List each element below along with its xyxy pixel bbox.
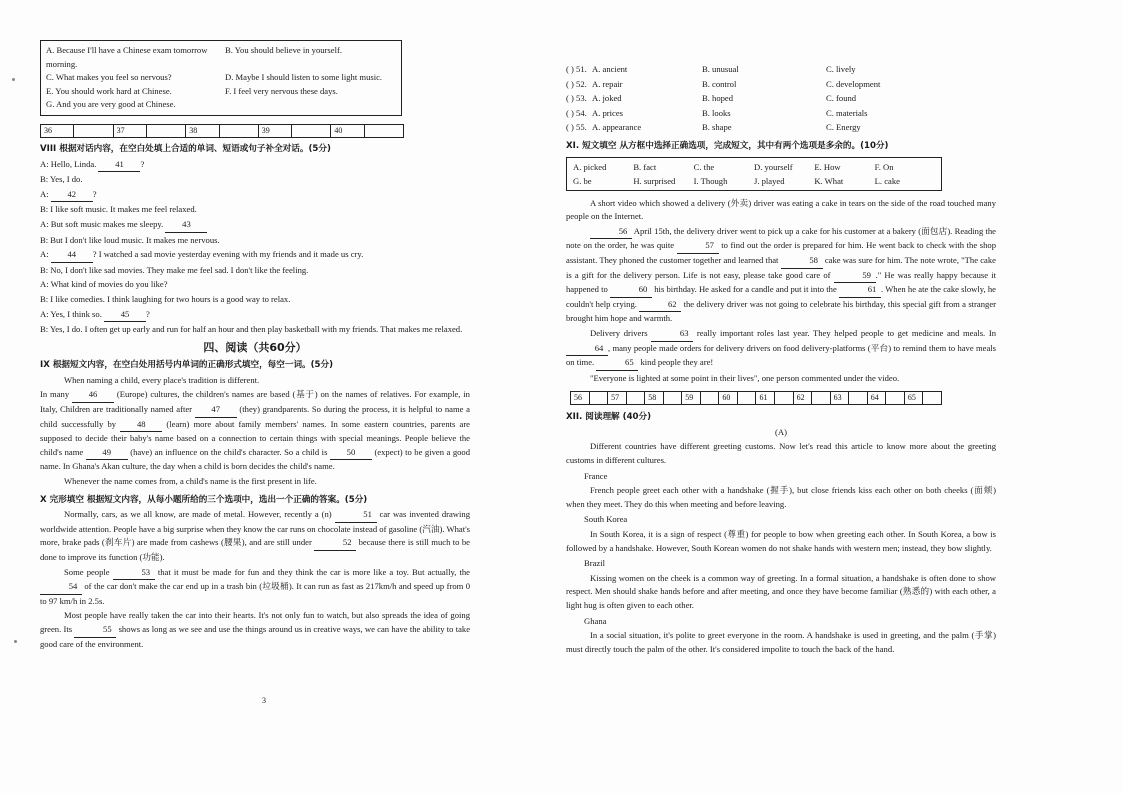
blank-47: 47 — [195, 403, 237, 418]
word-option: C. the — [693, 161, 715, 172]
answer-row-56-65 — [570, 391, 942, 405]
options-grid — [46, 44, 396, 112]
answer-cell-38 — [220, 125, 259, 137]
blank-46: 46 — [72, 388, 114, 403]
section10-paragraph-1: Normally, cars, as we all know, are made of metal. However, recently a (n) 51 car was invented drawing worldwide attention. People have a big surprise when they know the car runs on chocolate instead of gasoline (汽油). What's more, brake pads (刹车片) are made from cashews (腰果), and are still under 52 because there is still much to be done to improve its function (功能). — [40, 509, 470, 562]
mc-option-c: C. lively — [826, 64, 856, 74]
country-name: Brazil — [584, 558, 605, 569]
country-name: South Korea — [584, 514, 628, 525]
country-name: Ghana — [584, 615, 607, 626]
answer-cell-56 — [590, 392, 609, 404]
dialogue-line: B: No, I don't like sad movies. They make me feel sad. I don't like the feeling. — [40, 264, 309, 275]
mc-option-b: B. unusual — [702, 64, 739, 74]
option-E: E. You should work hard at Chinese. — [46, 85, 172, 96]
word-option: B. fact — [633, 161, 657, 172]
word-option: D. yourself — [753, 161, 793, 172]
answer-label-61: 61 — [756, 392, 775, 404]
mc-option-b: B. control — [702, 78, 737, 89]
option-B: B. You should believe in yourself. — [225, 45, 342, 55]
answer-cell-58 — [664, 392, 683, 404]
dialogue-line: B: I like comedies. I think laughing for two hours is a good way to relax. — [40, 293, 291, 304]
mc-number: ( ) 51. — [566, 64, 587, 74]
mc-option-c: C. materials — [826, 107, 868, 118]
section11-heading: XI. 短文填空 从方框中选择正确选项，完成短文，其中有两个选项是多余的。(10分) — [566, 140, 889, 151]
section8-dialogue — [40, 158, 470, 337]
mc-number: ( ) 55. — [566, 122, 587, 133]
blank-64: 64 — [566, 342, 608, 357]
section10-heading: X 完形填空 根据短文内容，从每小题所给的三个选项中，选出一个正确的答案。(5分) — [40, 494, 368, 505]
answer-cell-57 — [627, 392, 646, 404]
answer-cell-40 — [365, 125, 403, 137]
answer-cell-61 — [775, 392, 794, 404]
mc-question-row — [566, 78, 996, 92]
word-option: I. Though — [693, 175, 728, 186]
answer-label-39: 39 — [259, 125, 292, 137]
dialogue-line: A: What kind of movies do you like? — [40, 279, 168, 290]
answer-label-59: 59 — [682, 392, 701, 404]
mc-option-c: C. found — [826, 93, 857, 104]
section12-part-label: (A) — [775, 426, 787, 437]
answer-label-40: 40 — [331, 125, 364, 137]
mc-number: ( ) 52. — [566, 78, 587, 89]
mc-option-a: A. repair — [592, 78, 623, 89]
answer-cell-60 — [738, 392, 757, 404]
section8-heading: VIII 根据对话内容，在空白处填上合适的单词、短语或句子补全对话。(5分) — [40, 143, 331, 154]
blank-56: 56 — [590, 225, 632, 240]
section9-outro: Whenever the name comes from, a child's name is the first present in life. — [64, 476, 317, 487]
answer-cell-59 — [701, 392, 720, 404]
option-C: C. What makes you feel so nervous? — [46, 72, 172, 83]
blank-44: 44 — [51, 248, 93, 263]
answer-label-56: 56 — [571, 392, 590, 404]
section9-heading: IX 根据短文内容，在空白处用括号内单词的正确形式填空，每空一词。(5分) — [40, 360, 334, 371]
dialogue-line: A: Hello, Linda. 41 ? — [40, 158, 470, 173]
section11-paragraph-2: 56 April 15th, the delivery driver went to pick up a cake for his customer at a bakery (面包店). Reading the note on the order, he was quite 57 to find out the order is prepared for him. He went back to check with the shop assistant. They phoned the customer together and learned that 58 cake was sure for him. The note wrote, "The cake is a gift for the delivery person. Life is not easy, please take good care of 59 ." He was really happy because it happened to 60 his birthday. He asked for a candle and put it into the 61 . When he ate the cake slowly, he couldn't help crying. 62 the delivery driver was not going to celebrate his birthday, this special gift from a stranger brought him hope and warmth. — [566, 225, 997, 324]
blank-51: 51 — [335, 508, 377, 523]
section11-paragraph-3: Delivery drivers 63 really important roles last year. They helped people to get medicine and meals. In 64 , many people made orders for delivery drivers on food delivery-platforms (平台) to remind them to have meals on time. 65 kind people they are! — [566, 327, 996, 371]
section10-paragraph-3: Most people have really taken the car into their hearts. It's not only fun to watch, but also spreads the idea of going green. Its 55 shows as long as we see and use the things around us in creative ways, we can have the ability to take good care of the environment. — [40, 610, 471, 649]
section12-heading: XII. 阅读理解 (40分) — [566, 412, 652, 423]
mc-option-b: B. hoped — [702, 93, 734, 104]
blank-59: 59 — [834, 269, 876, 284]
section12-intro: Different countries have different greeting customs. Now let's read this article to know more about the greeting customs in different cultures. — [566, 441, 996, 466]
country-text: Kissing women on the cheek is a common way of greeting. In a formal situation, a handshake is often done to show respect. Men should shake hands before and after meeting, and once they have become familiar (熟悉的) with each other, a light hug is often given to each other. — [566, 572, 996, 610]
left-column — [40, 40, 470, 652]
answer-label-37: 37 — [114, 125, 147, 137]
blank-41: 41 — [98, 158, 140, 173]
word-option: J. played — [753, 175, 785, 186]
blank-50: 50 — [330, 446, 372, 461]
word-option: A. picked — [573, 161, 607, 172]
dialogue-line: B: Yes, I do. I often get up early and run for half an hour and then play basketball with my friends. That makes me relaxed. — [40, 324, 463, 335]
answer-cell-64 — [886, 392, 905, 404]
mc-option-a: A. joked — [592, 93, 622, 104]
blank-43: 43 — [165, 218, 207, 233]
section9-passage: In many 46 (Europe) cultures, the children's names are based (基于) on the names of relatives. For example, in Italy, Children are traditionally named after 47 (they) grandparents. So during the process, it is helpful to name a child successfully by 48 (learn) more about family members' names. In some eastern countries, parents are supposed to decide their baby's name based on a connection to certain things with special meanings. People believe the child's name 49 (have) an influence on the child's character. So a child is 50 (expect) to be given a good name. In Ghana's Akan culture, the day when a child is born decides the child's name. — [40, 389, 471, 472]
mc-number: ( ) 54. — [566, 107, 587, 118]
dialogue-line: A: But soft music makes me sleepy. 43 — [40, 218, 470, 233]
answer-label-63: 63 — [831, 392, 850, 404]
blank-49: 49 — [86, 446, 128, 461]
dialogue-line: A: Yes, I think so. 45 ? — [40, 308, 470, 323]
scan-mark — [14, 640, 17, 643]
mc-option-a: A. prices — [592, 107, 624, 118]
dialogue-line: A: 44 ? I watched a sad movie yesterday evening with my friends and it made us cry. — [40, 248, 470, 263]
country-text: French people greet each other with a handshake (握手), but close friends kiss each other on both cheeks (面颊) when they meet. They do this when meeting and before leaving. — [566, 485, 996, 509]
blank-48: 48 — [120, 418, 162, 433]
blank-60: 60 — [610, 283, 652, 298]
answer-cell-37 — [147, 125, 186, 137]
dialogue-line: A: 42 ? — [40, 188, 470, 203]
scan-mark — [12, 78, 15, 81]
blank-42: 42 — [51, 188, 93, 203]
blank-61: 61 — [839, 283, 881, 298]
word-option: F. On — [874, 161, 894, 172]
answer-label-64: 64 — [868, 392, 887, 404]
answer-label-65: 65 — [905, 392, 924, 404]
dialogue-line: B: I like soft music. It makes me feel relaxed. — [40, 204, 197, 215]
section9-intro: When naming a child, every place's tradition is different. — [64, 374, 260, 385]
word-option: E. How — [814, 161, 841, 172]
answer-cell-65 — [923, 392, 941, 404]
answer-label-57: 57 — [608, 392, 627, 404]
blank-58: 58 — [781, 254, 823, 269]
mc-number: ( ) 53. — [566, 93, 587, 104]
answer-label-58: 58 — [645, 392, 664, 404]
blank-53: 53 — [113, 566, 155, 581]
mc-option-c: C. development — [826, 78, 881, 89]
country-text: In a social situation, it's polite to greet everyone in the room. A handshake is used in greeting, and the palm (手掌) must directly touch the palm of the other. It's considered impolite to touch the back of the hand. — [566, 630, 996, 654]
option-F: F. I feel very nervous these days. — [225, 85, 338, 96]
country-name: France — [584, 470, 608, 481]
answer-cell-63 — [849, 392, 868, 404]
answer-label-62: 62 — [794, 392, 813, 404]
answer-label-60: 60 — [719, 392, 738, 404]
mc-question-row — [566, 92, 996, 106]
blank-57: 57 — [677, 239, 719, 254]
multiple-choice-options — [566, 63, 996, 135]
answer-label-36: 36 — [41, 125, 74, 137]
section11-paragraph-1: A short video which showed a delivery (外卖) driver was eating a cake in tears on the side of the road touched many people on the Internet. — [566, 197, 996, 222]
mc-option-c: C. Energy — [826, 122, 861, 133]
dialogue-line: B: Yes, I do. — [40, 174, 83, 185]
mc-option-b: B. shape — [702, 122, 732, 133]
answer-row-36-40 — [40, 124, 404, 138]
section11-paragraph-4: "Everyone is lighted at some point in their lives", one person commented under the video. — [590, 372, 900, 383]
section10-paragraph-2: Some people 53 that it must be made for fun and they think the car is more like a toy. But actually, the 54 of the car don't make the car end up in a trash bin (垃圾桶). It can run as fast as 217km/h and speed up from 0 to 97 km/h in 2.5s. — [40, 566, 470, 606]
dialogue-line: B: But I don't like loud music. It makes me nervous. — [40, 234, 220, 245]
word-option: H. surprised — [633, 175, 676, 186]
section12-countries — [566, 470, 996, 657]
blank-54: 54 — [40, 580, 82, 595]
answer-cell-36 — [74, 125, 113, 137]
page-number: 3 — [262, 696, 266, 705]
option-A: A. Because I'll have a Chinese exam tomorrow morning. — [46, 45, 208, 69]
option-G: G. And you are very good at Chinese. — [46, 99, 176, 110]
country-text: In South Korea, it is a sign of respect (尊重) for people to bow when greeting each other. In South Korea, a bow is followed by a handshake. However, South Korean women do not shake hands with western men; instead, they bow slightly. — [566, 529, 996, 553]
part4-title: 四、阅读（共60分） — [203, 340, 307, 354]
blank-55: 55 — [74, 623, 116, 638]
word-bank-box — [566, 157, 942, 191]
word-option: L. cake — [874, 175, 900, 186]
word-option: K. What — [814, 175, 844, 186]
mc-question-row — [566, 63, 996, 77]
blank-65: 65 — [596, 356, 638, 371]
mc-option-b: B. looks — [702, 107, 731, 118]
options-box — [40, 40, 402, 116]
blank-52: 52 — [314, 536, 356, 551]
mc-option-a: A. ancient — [592, 64, 628, 74]
blank-63: 63 — [651, 327, 693, 342]
mc-question-row — [566, 107, 996, 121]
blank-45: 45 — [104, 308, 146, 323]
answer-cell-62 — [812, 392, 831, 404]
word-option: G. be — [573, 175, 592, 186]
mc-option-a: A. appearance — [592, 122, 642, 133]
blank-62: 62 — [639, 298, 681, 313]
answer-cell-39 — [292, 125, 331, 137]
right-column — [566, 62, 996, 657]
option-D: D. Maybe I should listen to some light music. — [225, 72, 383, 83]
mc-question-row — [566, 121, 996, 135]
answer-label-38: 38 — [186, 125, 219, 137]
